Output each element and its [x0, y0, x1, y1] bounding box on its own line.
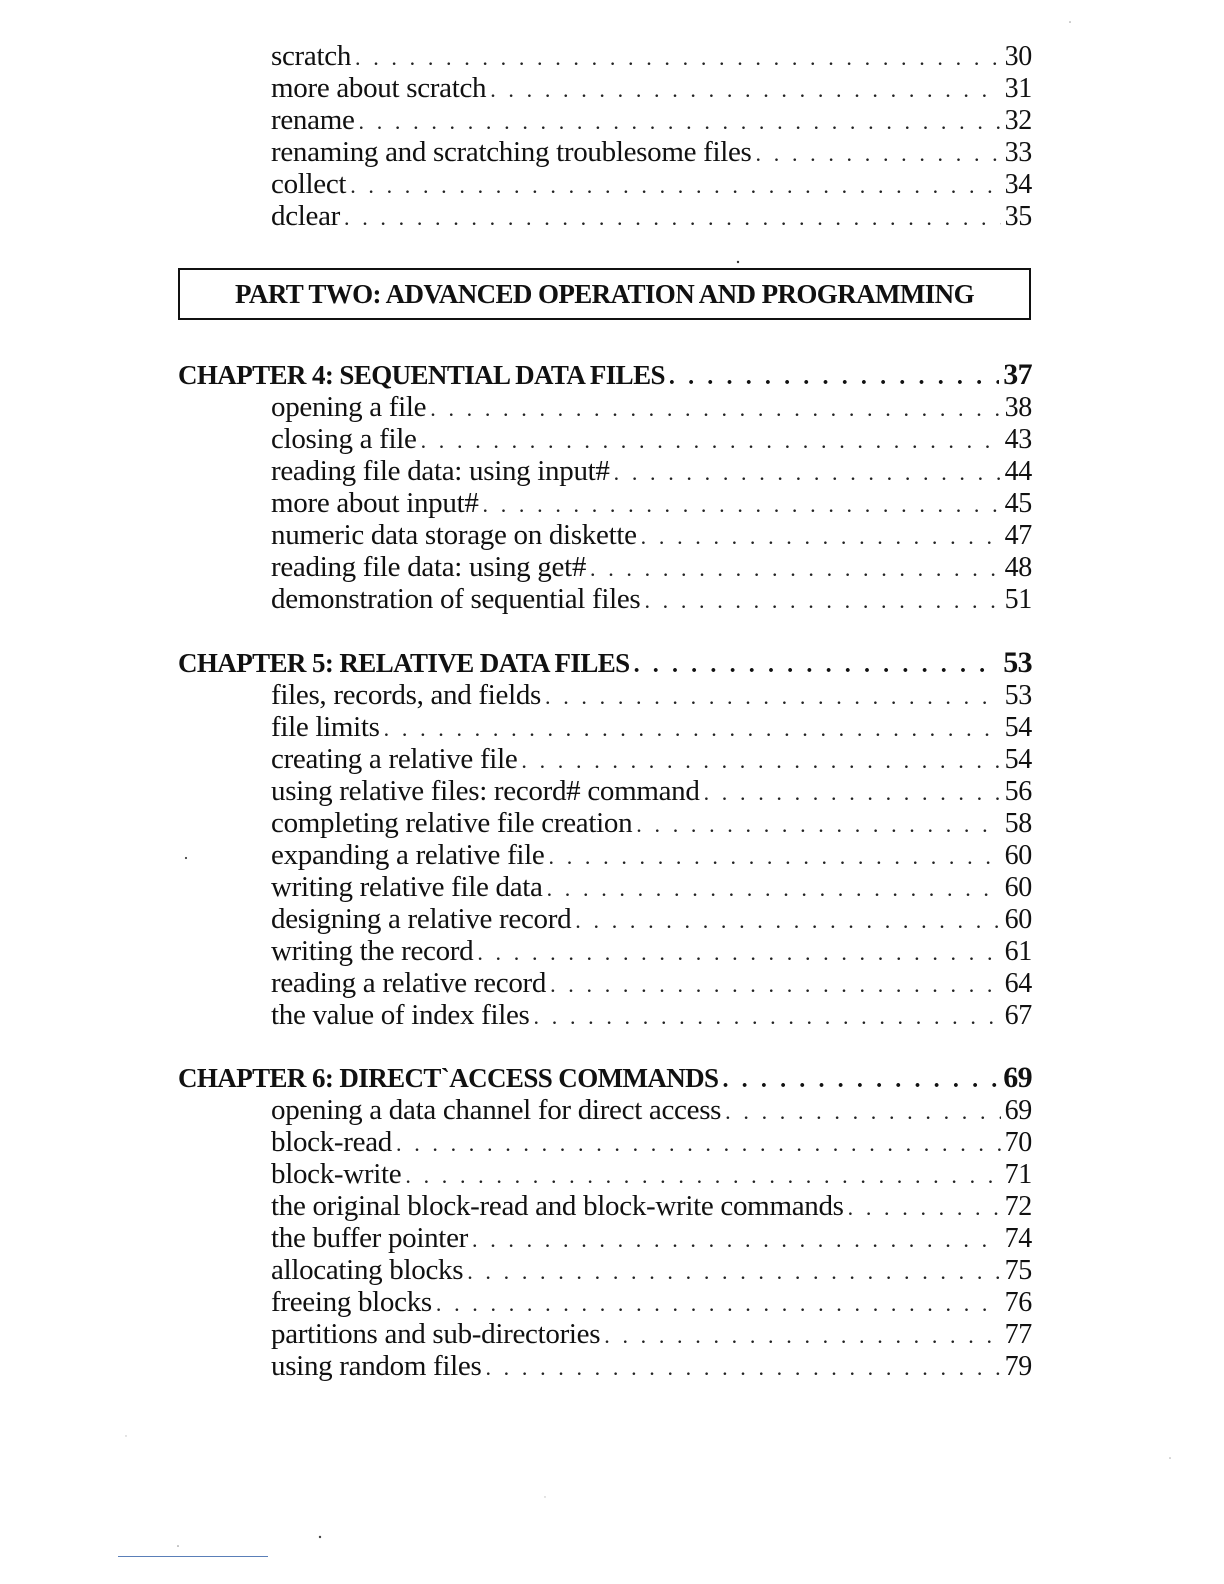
entry-label: opening a data channel for direct access: [271, 1094, 722, 1126]
entry-label: more about input#: [271, 487, 479, 519]
dot-leader: [644, 585, 1000, 617]
dot-leader: [549, 841, 1001, 873]
entry-page: 61: [1004, 936, 1032, 967]
toc-entry: [178, 423, 1032, 455]
entry-page: 47: [1004, 520, 1032, 551]
entry-label: the original block-read and block-write commands: [271, 1190, 844, 1222]
entry-label: using random files: [271, 1350, 482, 1382]
entry-label: more about scratch: [271, 72, 487, 104]
dot-leader: [472, 1224, 1001, 1256]
entry-label: the buffer pointer: [271, 1222, 468, 1254]
entry-page: 33: [1004, 137, 1032, 168]
toc-entry: [178, 168, 1032, 200]
dot-leader: [634, 649, 1000, 681]
chapter-heading: [178, 647, 1032, 679]
toc-entry: [178, 807, 1032, 839]
scan-speck: [319, 1536, 321, 1538]
part-heading: PART TWO: ADVANCED OPERATION AND PROGRAMMING: [235, 278, 974, 309]
entry-page: 60: [1004, 840, 1032, 871]
entry-page: 70: [1004, 1127, 1032, 1158]
dot-leader: [396, 1128, 1001, 1160]
toc-entry: [178, 679, 1032, 711]
entry-label: writing relative file data: [271, 871, 543, 903]
entry-page: 69: [1004, 1095, 1032, 1126]
entry-page: 77: [1004, 1319, 1032, 1350]
entry-label: using relative files: record# command: [271, 775, 700, 807]
entry-label: freeing blocks: [271, 1286, 432, 1318]
toc-entry: [178, 1190, 1032, 1222]
entry-label: block-read: [271, 1126, 392, 1158]
toc-entry: [178, 775, 1032, 807]
toc-entry: [178, 519, 1032, 551]
dot-leader: [490, 74, 1000, 106]
dot-leader: [384, 713, 1001, 745]
entry-page: 32: [1004, 105, 1032, 136]
entry-label: allocating blocks: [271, 1254, 464, 1286]
entry-label: numeric data storage on diskette: [271, 519, 637, 551]
toc-entry: [178, 1350, 1032, 1382]
chapter-heading: [178, 1062, 1032, 1094]
entry-page: 79: [1004, 1351, 1032, 1382]
scan-edge-line: [118, 1556, 268, 1557]
chapter-page: 37: [1003, 358, 1032, 391]
entry-page: 75: [1004, 1255, 1032, 1286]
toc-entry: [178, 935, 1032, 967]
entry-label: opening a file: [271, 391, 427, 423]
entry-label: creating a relative file: [271, 743, 518, 775]
dot-leader: [521, 745, 1000, 777]
part-heading-box: [178, 268, 1031, 320]
toc-entry: [178, 40, 1032, 72]
dot-leader: [436, 1288, 1001, 1320]
chapter-page: 53: [1003, 646, 1032, 679]
toc-entry: [178, 391, 1032, 423]
entry-label: closing a file: [271, 423, 417, 455]
entry-page: 38: [1004, 392, 1032, 423]
toc-entry: [178, 839, 1032, 871]
entry-label: files, records, and fields: [271, 679, 542, 711]
toc-entry: [178, 903, 1032, 935]
entry-page: 60: [1004, 904, 1032, 935]
entry-label: completing relative file creation: [271, 807, 633, 839]
toc-entry: [178, 136, 1032, 168]
entry-label: rename: [271, 104, 355, 136]
dot-leader: [405, 1160, 1000, 1192]
dot-leader: [350, 170, 1000, 202]
entry-page: 43: [1004, 424, 1032, 455]
dot-leader: [575, 905, 1000, 937]
entry-page: 45: [1004, 488, 1032, 519]
entry-page: 76: [1004, 1287, 1032, 1318]
dot-leader: [545, 681, 1001, 713]
toc-entry: [178, 1222, 1032, 1254]
toc-entry: [178, 200, 1032, 232]
chapter-title: CHAPTER 6: DIRECT`ACCESS COMMANDS: [178, 1063, 719, 1093]
chapter-title: CHAPTER 4: SEQUENTIAL DATA FILES: [178, 360, 665, 390]
entry-page: 44: [1004, 456, 1032, 487]
dot-leader: [477, 937, 1000, 969]
entry-label: writing the record: [271, 935, 474, 967]
chapter-heading: [178, 359, 1032, 391]
entry-label: designing a relative record: [271, 903, 572, 935]
entry-page: 31: [1004, 73, 1032, 104]
toc-entry: [178, 583, 1032, 615]
toc-entry: [178, 1126, 1032, 1158]
toc-entry: [178, 1318, 1032, 1350]
entry-label: block-write: [271, 1158, 402, 1190]
entry-label: renaming and scratching troublesome files: [271, 136, 752, 168]
dot-leader: [756, 138, 1001, 170]
chapter-title: CHAPTER 5: RELATIVE DATA FILES: [178, 648, 630, 678]
toc-entry: [178, 487, 1032, 519]
toc-entry: [178, 1286, 1032, 1318]
scan-speck: [125, 1435, 126, 1436]
scan-speck: [1169, 1457, 1171, 1459]
entry-page: 56: [1004, 776, 1032, 807]
entry-page: 72: [1004, 1191, 1032, 1222]
dot-leader: [547, 873, 1001, 905]
chapter-block: [178, 647, 1032, 1031]
dot-leader: [359, 106, 1001, 138]
entry-label: partitions and sub-directories: [271, 1318, 601, 1350]
entry-page: 54: [1004, 744, 1032, 775]
entry-page: 53: [1004, 680, 1032, 711]
entry-page: 51: [1004, 584, 1032, 615]
toc-entry: [178, 1254, 1032, 1286]
entry-page: 35: [1004, 201, 1032, 232]
scan-speck: [544, 1496, 545, 1497]
dot-leader: [590, 553, 1001, 585]
entry-label: demonstration of sequential files: [271, 583, 641, 615]
entry-page: 34: [1004, 169, 1032, 200]
dot-leader: [725, 1096, 1000, 1128]
toc-entry: [178, 967, 1032, 999]
entry-label: dclear: [271, 200, 341, 232]
toc-entry: [178, 72, 1032, 104]
top-entries: [178, 40, 1032, 232]
entry-label: reading a relative record: [271, 967, 547, 999]
entry-page: 58: [1004, 808, 1032, 839]
entry-label: scratch: [271, 40, 352, 72]
entry-page: 71: [1004, 1159, 1032, 1190]
dot-leader: [344, 202, 1001, 234]
dot-leader: [704, 777, 1001, 809]
dot-leader: [430, 393, 1000, 425]
dot-leader: [722, 1064, 999, 1096]
chapter-page: 69: [1003, 1061, 1032, 1094]
toc-entry: [178, 711, 1032, 743]
entry-label: expanding a relative file: [271, 839, 545, 871]
chapter-block: [178, 1062, 1032, 1382]
dot-leader: [641, 521, 1001, 553]
entry-page: 60: [1004, 872, 1032, 903]
entry-page: 30: [1004, 41, 1032, 72]
toc-entry: [178, 743, 1032, 775]
dot-leader: [485, 1352, 1000, 1384]
dot-leader: [421, 425, 1001, 457]
dot-leader: [636, 809, 1000, 841]
entry-page: 54: [1004, 712, 1032, 743]
entry-page: 64: [1004, 968, 1032, 999]
scan-speck: [737, 261, 739, 263]
entry-page: 67: [1004, 1000, 1032, 1031]
toc-entry: [178, 104, 1032, 136]
chapter-block: [178, 359, 1032, 615]
toc-entry: [178, 1094, 1032, 1126]
entry-page: 48: [1004, 552, 1032, 583]
toc-entry: [178, 871, 1032, 903]
dot-leader: [467, 1256, 1000, 1288]
dot-leader: [483, 489, 1001, 521]
entry-label: file limits: [271, 711, 380, 743]
dot-leader: [534, 1001, 1001, 1033]
dot-leader: [614, 457, 1001, 489]
dot-leader: [604, 1320, 1000, 1352]
entry-label: collect: [271, 168, 347, 200]
dot-leader: [848, 1192, 1001, 1224]
toc-entry: [178, 999, 1032, 1031]
scan-speck: [1069, 21, 1071, 23]
dot-leader: [355, 42, 1001, 74]
dot-leader: [550, 969, 1001, 1001]
scan-speck: [177, 1545, 179, 1547]
entry-label: the value of index files: [271, 999, 530, 1031]
toc-entry: [178, 455, 1032, 487]
toc-entry: [178, 1158, 1032, 1190]
entry-label: reading file data: using input#: [271, 455, 610, 487]
entry-label: reading file data: using get#: [271, 551, 587, 583]
entry-page: 74: [1004, 1223, 1032, 1254]
toc-entry: [178, 551, 1032, 583]
dot-leader: [669, 361, 999, 393]
